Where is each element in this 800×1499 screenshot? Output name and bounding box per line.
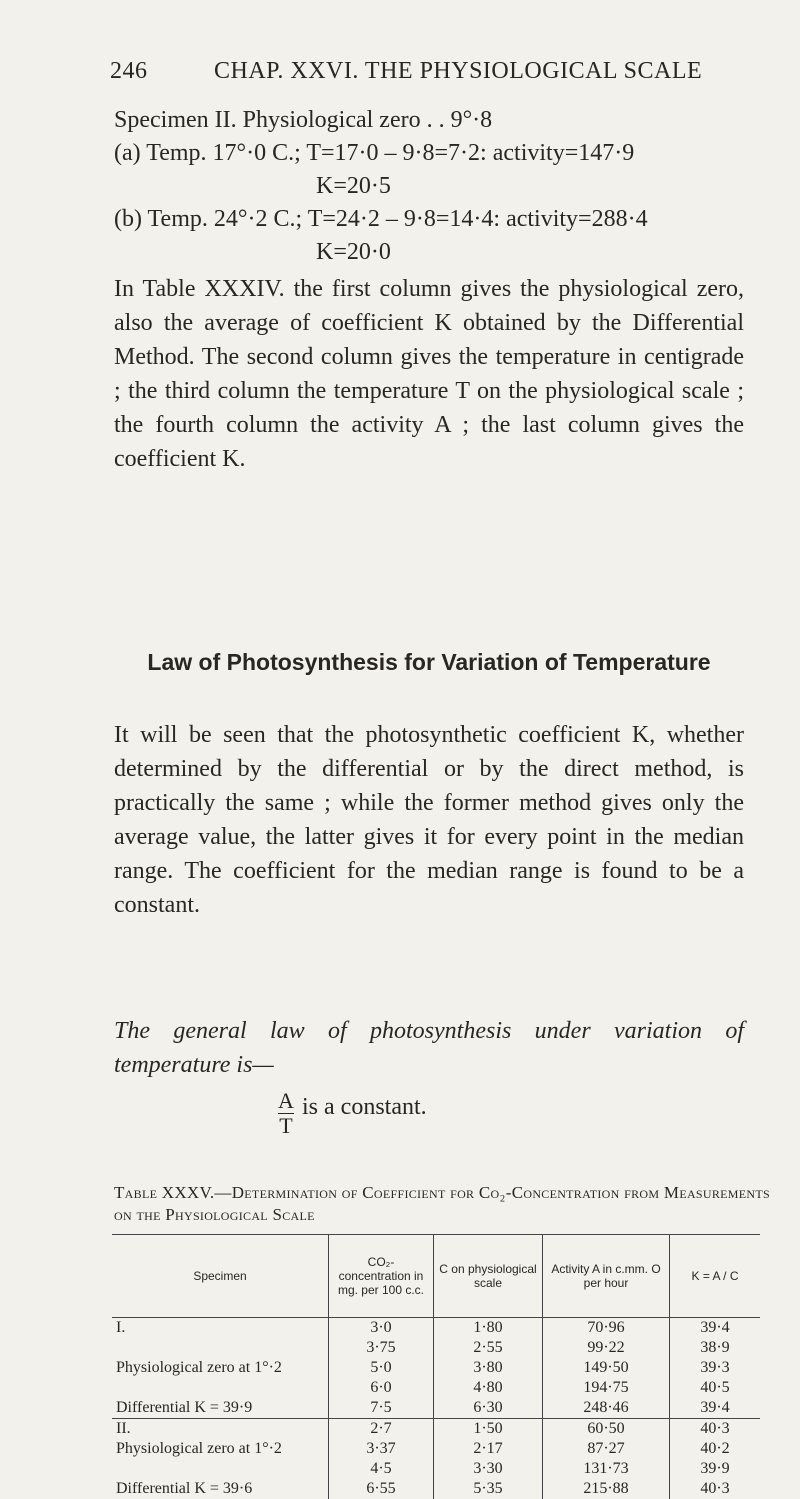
table-cell: 6·30: [434, 1398, 543, 1419]
header-activity: Activity A in c.mm. O per hour: [543, 1235, 670, 1318]
table-cell: Differential K = 39·6: [116, 1480, 253, 1497]
page-number: 246: [110, 58, 148, 84]
table-row: [112, 1419, 760, 1440]
paragraph-law: It will be seen that the photosynthetic coefficient K, whether determined by the differential or by the direct method, is practically the same ; while the former method gives only the average value, the latter gives it for every point in the median range. The coefficient for the median range is found to be a constant.: [114, 722, 744, 918]
table-header-row: [112, 1235, 760, 1318]
paragraph-table-description: In Table XXXIV. the first column gives the physiological zero, also the average of coefficient K obtained by the Differential Method. The second column gives the temperature in centigrade ; the third column the temperature T on the physiological scale ; the fourth column the activity A ; the last column gives the coefficient K.: [114, 276, 744, 472]
table-row: [112, 1358, 760, 1378]
table-cell: 6·55: [329, 1479, 434, 1499]
table-cell: 39·4: [670, 1318, 761, 1339]
table-cell: 248·46: [543, 1398, 670, 1419]
header-c-scale: C on physiological scale: [434, 1235, 543, 1318]
table-cell: 4·80: [434, 1378, 543, 1398]
table-row: [112, 1318, 760, 1339]
header-k: K = A / C: [670, 1235, 761, 1318]
formula-text: is a constant.: [302, 1094, 427, 1120]
header-co2: CO₂-concentration in mg. per 100 c.c.: [329, 1235, 434, 1318]
table-cell: 87·27: [543, 1439, 670, 1459]
table-cell: 215·88: [543, 1479, 670, 1499]
table-cell: 40·2: [670, 1439, 761, 1459]
table-cell: 149·50: [543, 1358, 670, 1378]
table-cell: 39·4: [670, 1398, 761, 1419]
table-cell: 2·7: [329, 1419, 434, 1440]
formula-fraction: [278, 1090, 294, 1137]
table-cell: 1·50: [434, 1419, 543, 1440]
specimen-block: [114, 104, 744, 269]
table-cell: 5·0: [329, 1358, 434, 1378]
table-cell: 6·0: [329, 1378, 434, 1398]
table-cell: Differential K = 39·9: [112, 1398, 329, 1419]
table-cell: [112, 1459, 329, 1479]
table-cell: 2·55: [434, 1338, 543, 1358]
table-cell: 3·80: [434, 1358, 543, 1378]
table-cell: I.: [116, 1319, 126, 1336]
table-cell: Physiological zero at 1°·2: [116, 1440, 282, 1457]
table-cell: 4·5: [329, 1459, 434, 1479]
table-cell: 70·96: [543, 1318, 670, 1339]
formula-numerator: A: [278, 1088, 294, 1113]
table-cell: 38·9: [670, 1338, 761, 1358]
specimen-line-5: K=20·0: [316, 239, 391, 265]
table-cell: 131·73: [543, 1459, 670, 1479]
table-cell: Physiological zero at 1°·2: [116, 1359, 282, 1376]
table-cell: II.: [116, 1420, 131, 1437]
formula-denominator: T: [279, 1113, 293, 1138]
table-cell: 40·3: [670, 1419, 761, 1440]
table-cell: 40·5: [670, 1378, 761, 1398]
paragraph-general-law: The general law of photosynthesis under variation of temperature is—: [114, 1018, 744, 1078]
section-heading: Law of Photosynthesis for Variation of Temperature: [147, 649, 711, 675]
table-cell: 60·50: [543, 1419, 670, 1440]
table-cell: 7·5: [329, 1398, 434, 1419]
table-cell: 39·3: [670, 1358, 761, 1378]
table-row: [112, 1439, 760, 1459]
specimen-line-2: (a) Temp. 17°·0 C.; T=17·0 – 9·8=7·2: activity=147·9: [114, 140, 635, 166]
table-cell: 2·17: [434, 1439, 543, 1459]
table-row: [112, 1459, 760, 1479]
data-table: [112, 1234, 760, 1499]
specimen-line-3: K=20·5: [316, 173, 391, 199]
table-row: [112, 1378, 760, 1398]
table-row: [112, 1338, 760, 1358]
table-cell: 3·30: [434, 1459, 543, 1479]
table-cell: 3·75: [329, 1338, 434, 1358]
table-cell: 5·35: [434, 1479, 543, 1499]
specimen-line-4: (b) Temp. 24°·2 C.; T=24·2 – 9·8=14·4: activity=288·4: [114, 206, 648, 232]
table-cell: 194·75: [543, 1378, 670, 1398]
table-cell: [112, 1378, 329, 1398]
specimen-line-1: Specimen II. Physiological zero . . 9°·8: [114, 107, 493, 133]
table-cell: 3·37: [329, 1439, 434, 1459]
table-cell: 40·3: [670, 1479, 761, 1499]
running-title: CHAP. XXVI. THE PHYSIOLOGICAL SCALE: [214, 58, 703, 84]
table-cell: 1·80: [434, 1318, 543, 1339]
table-cell: 39·9: [670, 1459, 761, 1479]
table-cell: [112, 1338, 329, 1358]
table-row: [112, 1479, 760, 1499]
table-cell: 99·22: [543, 1338, 670, 1358]
table-row: [112, 1398, 760, 1419]
header-specimen: Specimen: [112, 1235, 329, 1318]
table-cell: 3·0: [329, 1318, 434, 1339]
table-caption: Table XXXV.—Determination of Coefficient for Co₂-Concentration from Measurements on the Physiological Scale: [114, 1183, 770, 1224]
